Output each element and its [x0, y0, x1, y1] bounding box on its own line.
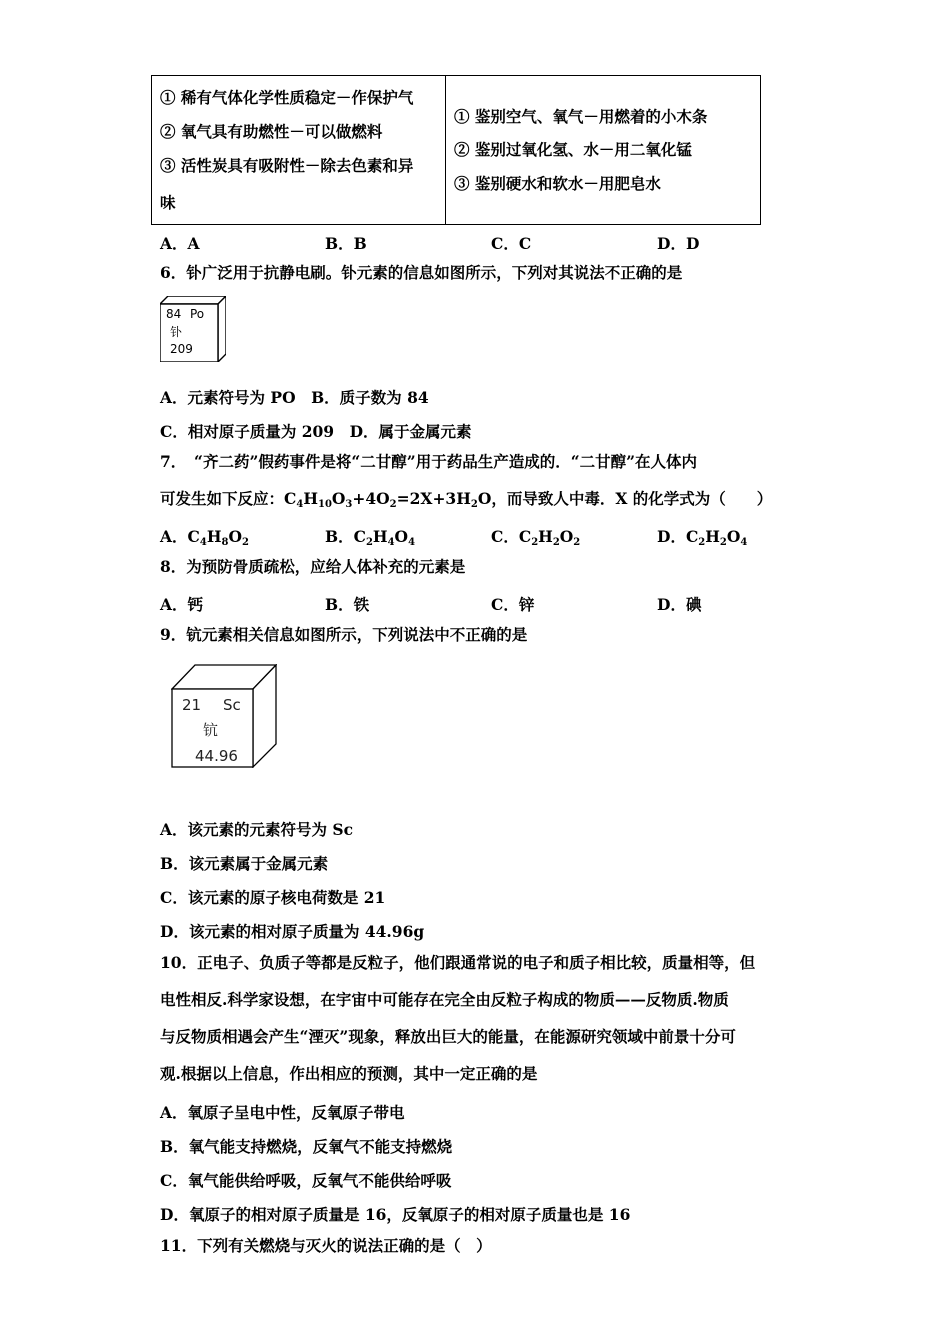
- table-left-line-1: ① 稀有气体化学性质稳定－作保护气: [160, 88, 414, 107]
- po-name: 钋: [170, 325, 183, 339]
- q10-option-d[interactable]: D．氧原子的相对原子质量是 16，反氧原子的相对原子质量也是 16: [160, 1205, 631, 1224]
- q7-option-c[interactable]: C．$C_2H_2O_2$: [491, 527, 581, 548]
- table-left-line-3: ③ 活性炭具有吸附性－除去色素和异: [160, 156, 414, 175]
- table-right-line-1: ① 鉴别空气、氧气－用燃着的小木条: [454, 107, 708, 126]
- table-left-line-4: 味: [160, 193, 176, 212]
- q10-line-1: 10．正电子、负质子等都是反粒子，他们跟通常说的电子和质子相比较，质量相等，但: [160, 953, 756, 972]
- q9-stem: 9．钪元素相关信息如图所示，下列说法中不正确的是: [160, 625, 528, 644]
- q8-option-d[interactable]: D．碘: [657, 595, 702, 614]
- table-right-line-3: ③ 鉴别硬水和软水－用肥皂水: [454, 174, 661, 193]
- q10-option-b[interactable]: B．氧气能支持燃烧，反氧气不能支持燃烧: [160, 1137, 453, 1156]
- q5-option-a[interactable]: A．A: [160, 234, 200, 253]
- q8-option-b[interactable]: B．铁: [325, 595, 370, 614]
- q8-stem: 8．为预防骨质疏松，应给人体补充的元素是: [160, 557, 466, 576]
- q8-option-c[interactable]: C．锌: [491, 595, 535, 614]
- po-mass: 209: [170, 342, 193, 356]
- q6-options-ab[interactable]: A．元素符号为 PO B．质子数为 84: [160, 388, 429, 407]
- q10-option-a[interactable]: A．氧原子呈电中性，反氧原子带电: [160, 1103, 405, 1122]
- q7-equation: $C_4H_{10}O_3+4O_2=2X+3H_2O$: [284, 489, 492, 510]
- q5-option-d[interactable]: D．D: [657, 234, 700, 253]
- q9-option-d[interactable]: D．该元素的相对原子质量为 44.96g: [160, 922, 425, 941]
- q10-option-c[interactable]: C．氧气能供给呼吸，反氧气不能供给呼吸: [160, 1171, 452, 1190]
- table-divider: [445, 76, 446, 224]
- q9-option-b[interactable]: B．该元素属于金属元素: [160, 854, 329, 873]
- q6-stem: 6．钋广泛用于抗静电刷。钋元素的信息如图所示，下列对其说法不正确的是: [160, 263, 683, 282]
- q7-line-2: 可发生如下反应：$C_4H_{10}O_3+4O_2=2X+3H_2O$，而导致人中毒．X 的化学式为（ ）: [160, 489, 773, 510]
- q7-option-b[interactable]: B．$C_2H_4O_4$: [325, 527, 416, 548]
- table-left-line-2: ② 氧气具有助燃性－可以做燃料: [160, 122, 383, 141]
- q5-option-c[interactable]: C．C: [491, 234, 532, 253]
- q8-option-a[interactable]: A．钙: [160, 595, 204, 614]
- polonium-element-card: [160, 296, 226, 362]
- q7-line-1: 7． “齐二药”假药事件是将“二甘醇”用于药品生产造成的．“二甘醇”在人体内: [160, 452, 698, 471]
- sc-symbol: Sc: [223, 696, 241, 714]
- po-atomic-number: 84: [166, 307, 182, 321]
- q10-line-4: 观.根据以上信息，作出相应的预测，其中一定正确的是: [160, 1064, 538, 1083]
- sc-atomic-number: 21: [182, 696, 202, 714]
- q10-line-2: 电性相反.科学家设想，在宇宙中可能存在完全由反粒子构成的物质——反物质.物质: [160, 990, 729, 1009]
- q7-option-a[interactable]: A．$C_4H_8O_2$: [160, 527, 249, 548]
- po-symbol: Po: [190, 307, 205, 321]
- q7-option-d[interactable]: D．$C_2H_2O_4$: [657, 527, 748, 548]
- q10-line-3: 与反物质相遇会产生“湮灭”现象，释放出巨大的能量，在能源研究领域中前景十分可: [160, 1027, 736, 1046]
- sc-name: 钪: [203, 721, 219, 739]
- sc-mass: 44.96: [195, 747, 238, 765]
- q11-stem: 11．下列有关燃烧与灭火的说法正确的是（ ）: [160, 1236, 492, 1255]
- table-right-line-2: ② 鉴别过氧化氢、水－用二氧化锰: [454, 140, 692, 159]
- q6-options-cd[interactable]: C．相对原子质量为 209 D．属于金属元素: [160, 422, 472, 441]
- q5-table: [151, 75, 761, 225]
- scandium-element-card: [171, 664, 277, 768]
- q9-option-a[interactable]: A．该元素的元素符号为 Sc: [160, 820, 354, 839]
- q5-option-b[interactable]: B．B: [325, 234, 367, 253]
- q9-option-c[interactable]: C．该元素的原子核电荷数是 21: [160, 888, 386, 907]
